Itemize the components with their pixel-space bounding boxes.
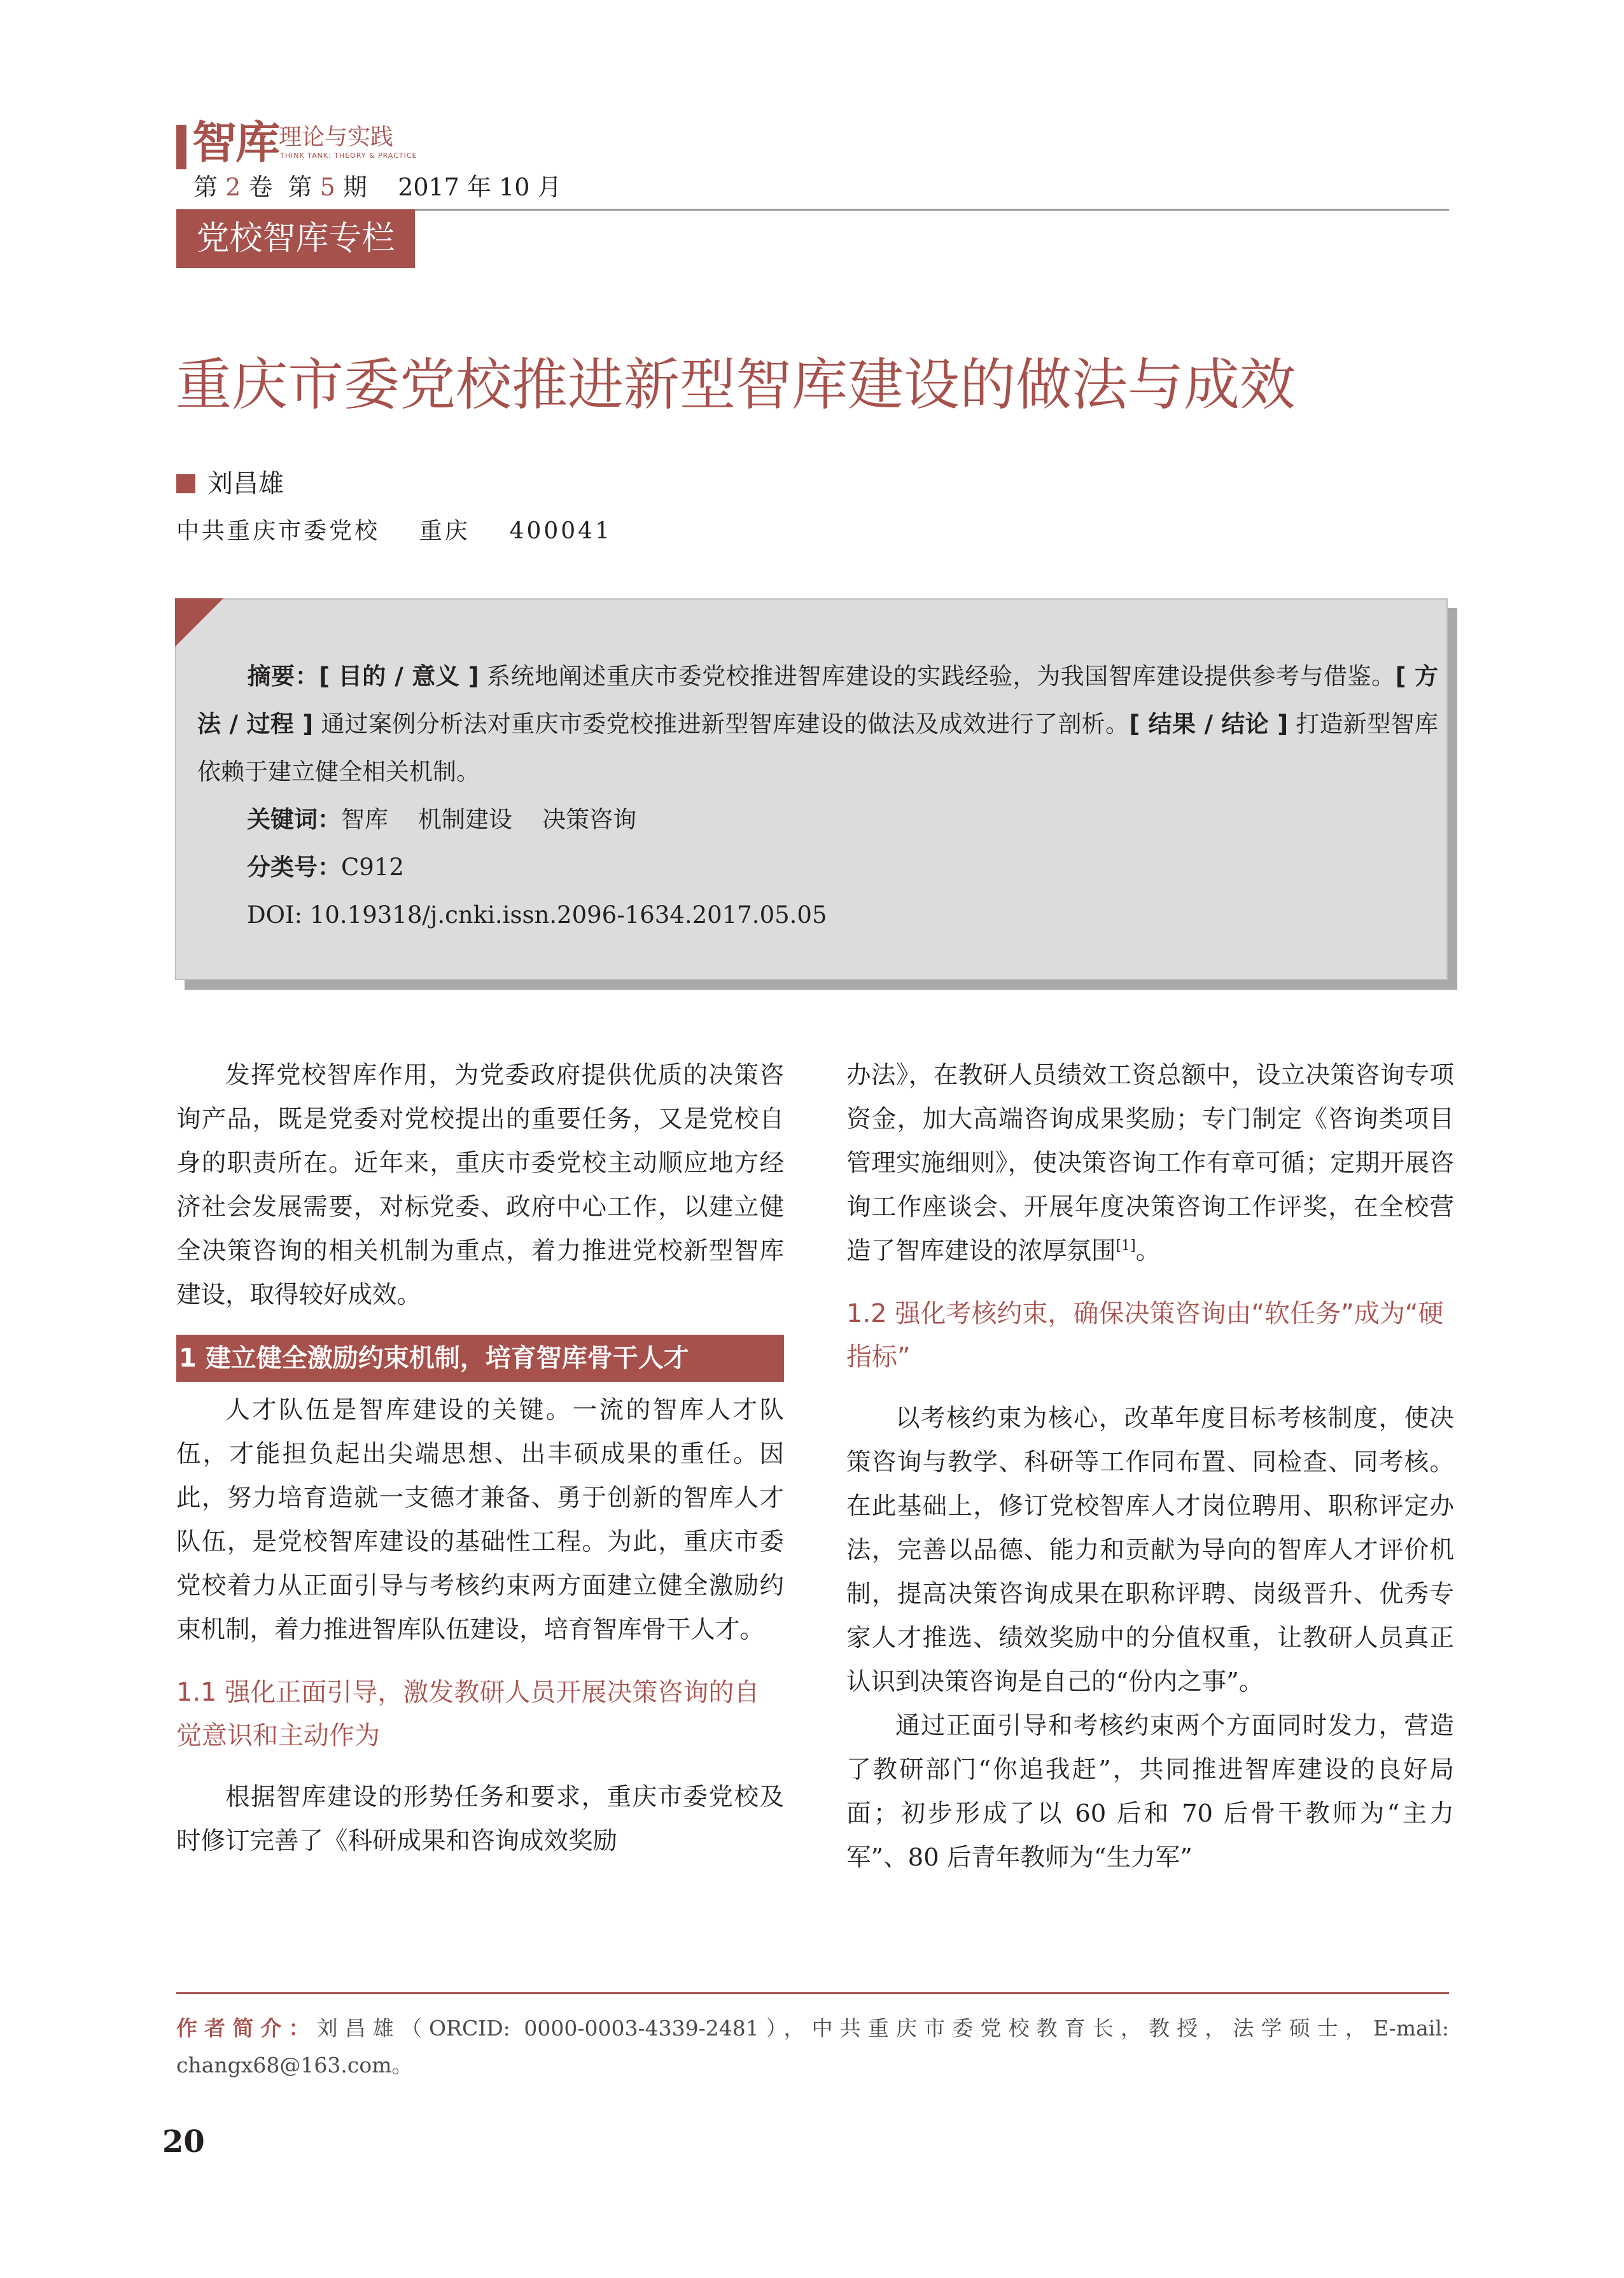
left-column <box>176 1053 784 1863</box>
journal-logo: 智库 <box>192 116 279 169</box>
section-tag: 党校智库专栏 <box>176 209 415 268</box>
right-column <box>846 1053 1454 1880</box>
page-number: 20 <box>162 2124 205 2160</box>
subsection-1-2-paragraph-a: 以考核约束为核心，改革年度目标考核制度，使决策咨询与教学、科研等工作同布置、同检查、同考核。在此基础上，修订党校智库人才岗位聘用、职称评定办法，完善以品德、能力和贡献为导向的智库人才评价机制，提高决策咨询成果在职称评聘、岗级晋升、优秀专家人才推选、绩效奖励中的分值权重，让教研人员真正认识到决策咨询是自己的“份内之事”。 <box>846 1404 1454 1696</box>
subsection-heading-1-2: 1.2 强化考核约束，确保决策咨询由“软任务”成为“硬指标” <box>846 1299 1444 1372</box>
author-affiliation: 中共重庆市委党校 重庆 400041 <box>176 518 612 544</box>
subsection-1-2-paragraph-b: 通过正面引导和考核约束两个方面同时发力，营造了教研部门“你追我赶”，共同推进智库建设的良好局面；初步形成了以 60 后和 70 后骨干教师为“主力军”、80 后青年教师为“生力军” <box>846 1712 1454 1872</box>
subsection-1-1-continued: 办法》，在教研人员绩效工资总额中，设立决策咨询专项资金，加大高端咨询成果奖励；专门制定《咨询类项目管理实施细则》，使决策咨询工作有章可循；定期开展咨询工作座谈会、开展年度决策咨询工作评奖，在全校营造了智库建设的浓厚氛围[1]。 <box>846 1061 1454 1265</box>
subsection-heading-1-1: 1.1 强化正面引导，激发教研人员开展决策咨询的自觉意识和主动作为 <box>176 1678 760 1750</box>
article-title: 重庆市委党校推进新型智库建设的做法与成效 <box>176 352 1296 418</box>
doi: DOI: 10.19318/j.cnki.issn.2096-1634.2017.05.05 <box>247 901 827 929</box>
section-1-paragraph: 人才队伍是智库建设的关键。一流的智库人才队伍，才能担负起出尖端思想、出丰硕成果的重任。因此，努力培育造就一支德才兼备、勇于创新的智库人才队伍，是党校智库建设的基础性工程。为此，重庆市委党校着力从正面引导与考核约束两方面建立健全激励约束机制，着力推进智库队伍建设，培育智库骨干人才。 <box>176 1396 784 1644</box>
issue-info: 第 2 卷 第 5 期 2017 年 10 月 <box>193 173 562 201</box>
section-heading-1: 1 建立健全激励约束机制，培育智库骨干人才 <box>176 1335 784 1382</box>
classification: 分类号：C912 <box>247 854 404 881</box>
intro-paragraph: 发挥党校智库作用，为党委政府提供优质的决策咨询产品，既是党委对党校提出的重要任务，又是党校自身的职责所在。近年来，重庆市委党校主动顺应地方经济社会发展需要，对标党委、政府中心工作，以建立健全决策咨询的相关机制为重点，着力推进党校新型智库建设，取得较好成效。 <box>176 1061 784 1309</box>
abstract-corner <box>175 598 223 647</box>
abstract-text: 摘要：[ 目的 / 意义 ] 系统地阐述重庆市委党校推进智库建设的实践经验，为我国智库建设提供参考与借鉴。[ 方法 / 过程 ] 通过案例分析法对重庆市委党校推进新型智库建设的做法及成效进行了剖析。[ 结果 / 结论 ] 打造新型智库依赖于建立健全相关机制。 <box>197 663 1439 785</box>
author-marker <box>176 474 195 493</box>
journal-logo-english: THINK TANK: THEORY & PRACTICE <box>280 151 417 160</box>
author-name: 刘昌雄 <box>207 469 284 498</box>
logo-bar <box>176 125 186 169</box>
issue-number: 5 <box>319 173 335 201</box>
keywords: 关键词：智库 机制建设 决策咨询 <box>247 806 637 833</box>
volume-number: 2 <box>225 173 241 201</box>
author-note: 作者简介：刘昌雄（ORCID: 0000-0003-4339-2481），中共重庆市委党校教育长，教授，法学硕士，E-mail: changx68@163.com。 <box>176 2016 1449 2078</box>
footer-rule <box>176 1992 1449 1994</box>
citation-1[interactable]: [1] <box>1116 1238 1136 1255</box>
subsection-1-1-paragraph: 根据智库建设的形势任务和要求，重庆市委党校及时修订完善了《科研成果和咨询成效奖励 <box>176 1783 784 1855</box>
journal-logo-subtitle: 理论与实践 <box>279 124 394 150</box>
